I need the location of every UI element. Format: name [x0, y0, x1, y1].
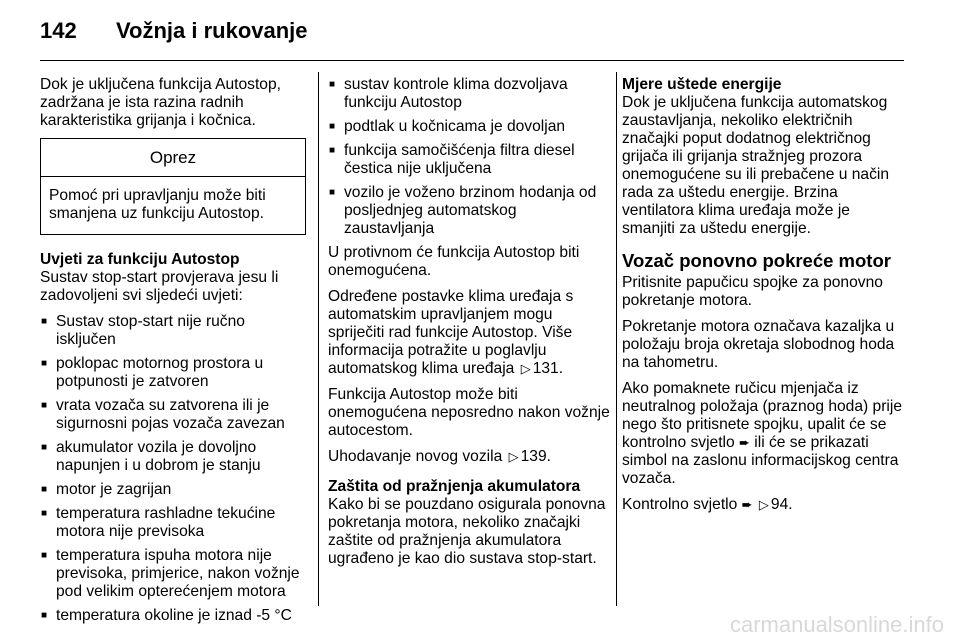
autostop-arrow-icon: ➨ [741, 497, 753, 512]
motorway-paragraph: Funkcija Autostop može biti onemogućena neposredno nakon vožnje autocestom. [328, 386, 610, 439]
page-title: Vožnja i rukovanje [116, 18, 308, 43]
p3-text-a: Ako pomaknete ručicu mjenjača iz neutralnog položaja (praznog hoda) prije nego što pritisnete spojku, upalit će se kontrolno svjetlo [622, 380, 903, 451]
column-divider-1 [318, 72, 319, 606]
list-item: ■ temperatura ispuha motora nije previsoka, primjerice, nakon vožnje pod velikim opterećenjem motora [40, 547, 306, 601]
disabled-paragraph: U protivnom će funkcija Autostop biti onemogućena. [328, 244, 580, 279]
list-item: ■ poklopac motornog prostora u potpunosti je zatvoren [40, 355, 306, 391]
conditions-heading: Uvjeti za funkciju Autostop [40, 251, 240, 268]
p4-text: Kontrolno svjetlo [622, 496, 738, 513]
climate-page-link[interactable]: 131. [532, 360, 564, 377]
conditions-list [40, 313, 306, 625]
ref-triangle-icon: ▷ [508, 449, 519, 464]
ref-triangle-icon: ▷ [758, 497, 769, 512]
autostop-arrow-icon: ➨ [739, 435, 750, 450]
restart-paragraph-2: Pokretanje motora označava kazaljka u položaju broja okretaja slobodnog hoda na tahometru. [622, 318, 895, 371]
climate-text: Određene postavke klima uređaja s automatskim upravljanjem mogu spriječiti rad funkcije Autostop. Više informacija potražite u poglavlju automatskog klima uređaja [328, 288, 574, 377]
battery-paragraph: Kako bi se pouzdano osigurala ponovna pokretanja motora, nekoliko značajki zaštite od pražnjenja akumulatora ugrađeno je kao dio sustava stop-start. [328, 496, 606, 567]
list-item: ■ podtlak u kočnicama je dovoljan [328, 118, 610, 136]
list-item: ■ sustav kontrole klima dozvoljava funkciju Autostop [328, 76, 610, 112]
list-item: ■ temperatura okoline je iznad -5 °C [40, 607, 306, 625]
restart-paragraph-4 [622, 496, 906, 514]
p3-text-b: ili će se prikazati simbol na zaslonu informacijskog centra vozača. [622, 434, 899, 487]
list-item: ■ motor je zagrijan [40, 481, 306, 499]
running-in-text: Uhodavanje novog vozila [328, 448, 503, 465]
saving-heading: Mjere uštede energije [622, 76, 782, 93]
caution-body: Pomoć pri upravljanju može biti smanjena uz funkciju Autostop. [49, 187, 266, 222]
caution-box [40, 138, 306, 235]
header-rule [40, 60, 904, 61]
running-in-paragraph [328, 448, 610, 466]
ref-triangle-icon: ▷ [520, 361, 531, 376]
column-divider-2 [616, 72, 617, 606]
restart-paragraph-3 [622, 380, 906, 488]
column-1 [40, 76, 306, 631]
list-item: ■ vrata vozača su zatvorena ili je sigurnosni pojas vozača zavezan [40, 397, 306, 433]
watermark: carmanualsonline.info [729, 612, 944, 637]
restart-paragraph-1: Pritisnite papučicu spojke za ponovno pokretanje motora. [622, 274, 883, 309]
intro-paragraph: Dok je uključena funkcija Autostop, zadržana je ista razina radnih karakteristika grijanja i kočnica. [40, 76, 281, 129]
column-3 [622, 76, 906, 522]
conditions-intro: Sustav stop-start provjerava jesu li zadovoljeni svi sljedeći uvjeti: [40, 269, 279, 304]
list-item: ■ funkcija samočišćenja filtra diesel čestica nije uključena [328, 142, 610, 178]
caution-title: Oprez [41, 139, 305, 177]
conditions-list-continued [328, 76, 610, 238]
page-header [40, 18, 308, 52]
climate-paragraph [328, 288, 610, 378]
list-item: ■ vozilo je voženo brzinom hodanja od posljednjeg automatskog zaustavljanja [328, 184, 610, 238]
indicator-page-link[interactable]: 94. [770, 496, 793, 513]
running-in-page-link[interactable]: 139. [520, 448, 551, 465]
list-item: ■ temperatura rashladne tekućine motora nije previsoka [40, 505, 306, 541]
list-item: ■ Sustav stop-start nije ručno isključen [40, 313, 306, 349]
saving-paragraph: Dok je uključena funkcija automatskog zaustavljanja, nekoliko električnih značajki poput dodatnog električnog grijača ili grijanja stražnjeg prozora onemogućene su ili prebačene u način rada za uštedu energije. Brzina ventilatora klima uređaja može je smanjiti za uštedu energije. [622, 94, 890, 237]
list-item: ■ akumulator vozila je dovoljno napunjen i u dobrom je stanju [40, 439, 306, 475]
page-number: 142 [40, 18, 77, 43]
column-2 [328, 76, 610, 576]
battery-heading: Zaštita od pražnjenja akumulatora [328, 478, 581, 495]
restart-heading: Vozač ponovno pokreće motor [622, 250, 891, 271]
